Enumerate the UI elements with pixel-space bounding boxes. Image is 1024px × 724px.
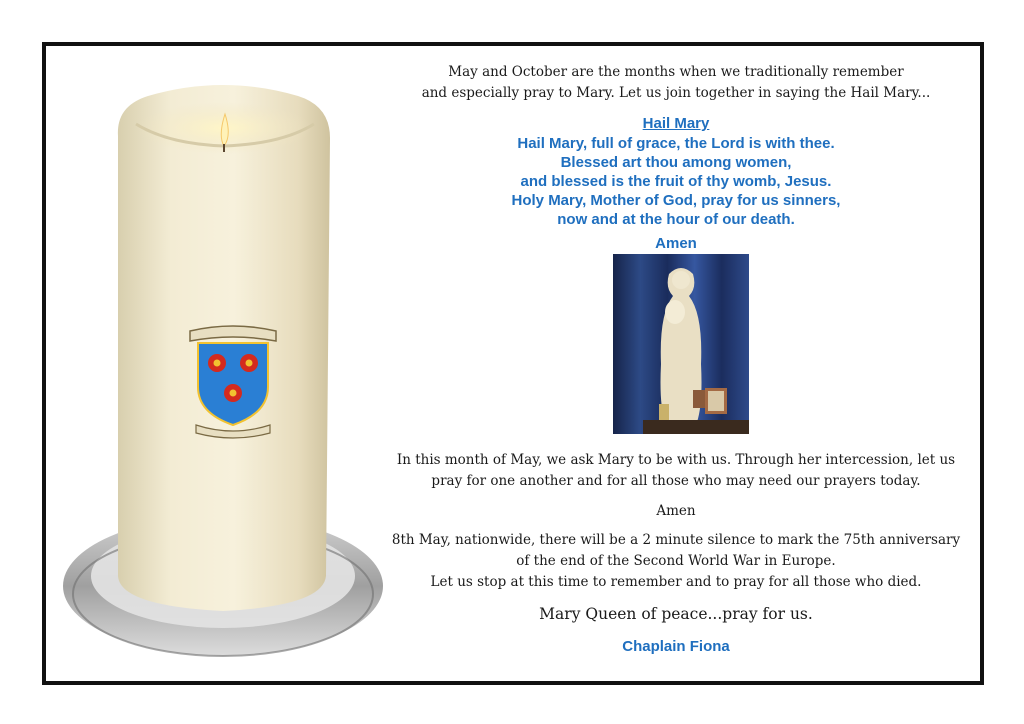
prayer-line: and blessed is the fruit of thy womb, Jesus. bbox=[520, 173, 832, 190]
intro-line-1: May and October are the months when we traditionally remember bbox=[448, 64, 904, 80]
message-content bbox=[381, 46, 971, 681]
intro-line-2: and especially pray to Mary. Let us join together in saying the Hail Mary... bbox=[421, 85, 931, 101]
prayer-line: Blessed art thou among women, bbox=[560, 154, 792, 171]
amen-text: Amen bbox=[656, 503, 696, 519]
intercession-line-1: In this month of May, we ask Mary to be with us. Through her intercession, let us bbox=[396, 452, 956, 468]
intro-text bbox=[381, 62, 971, 104]
prayer-amen: Amen bbox=[655, 235, 697, 252]
prayer-line: Holy Mary, Mother of God, pray for us sinners, bbox=[511, 192, 841, 209]
school-crest-icon bbox=[186, 321, 280, 439]
prayer-line: now and at the hour of our death. bbox=[557, 211, 795, 228]
signature: Chaplain Fiona bbox=[622, 638, 730, 655]
prayer-title: Hail Mary bbox=[642, 115, 710, 132]
ve-day-text bbox=[381, 530, 971, 593]
poster-frame bbox=[42, 42, 984, 685]
prayer-line: Hail Mary, full of grace, the Lord is with thee. bbox=[517, 135, 835, 152]
intercession-text bbox=[381, 450, 971, 492]
ve-day-line-2: of the end of the Second World War in Europe. bbox=[516, 553, 836, 569]
ve-day-line-3: Let us stop at this time to remember and to pray for all those who died. bbox=[430, 574, 922, 590]
prayer-text bbox=[381, 134, 971, 229]
intercession-line-2: pray for one another and for all those who may need our prayers today. bbox=[431, 473, 921, 489]
statue-photo bbox=[613, 254, 749, 434]
candle-illustration bbox=[58, 66, 388, 676]
ve-day-line-1: 8th May, nationwide, there will be a 2 minute silence to mark the 75th anniversary bbox=[391, 532, 961, 548]
statue-image-icon bbox=[613, 254, 749, 434]
closing-prayer: Mary Queen of peace...pray for us. bbox=[539, 605, 813, 623]
